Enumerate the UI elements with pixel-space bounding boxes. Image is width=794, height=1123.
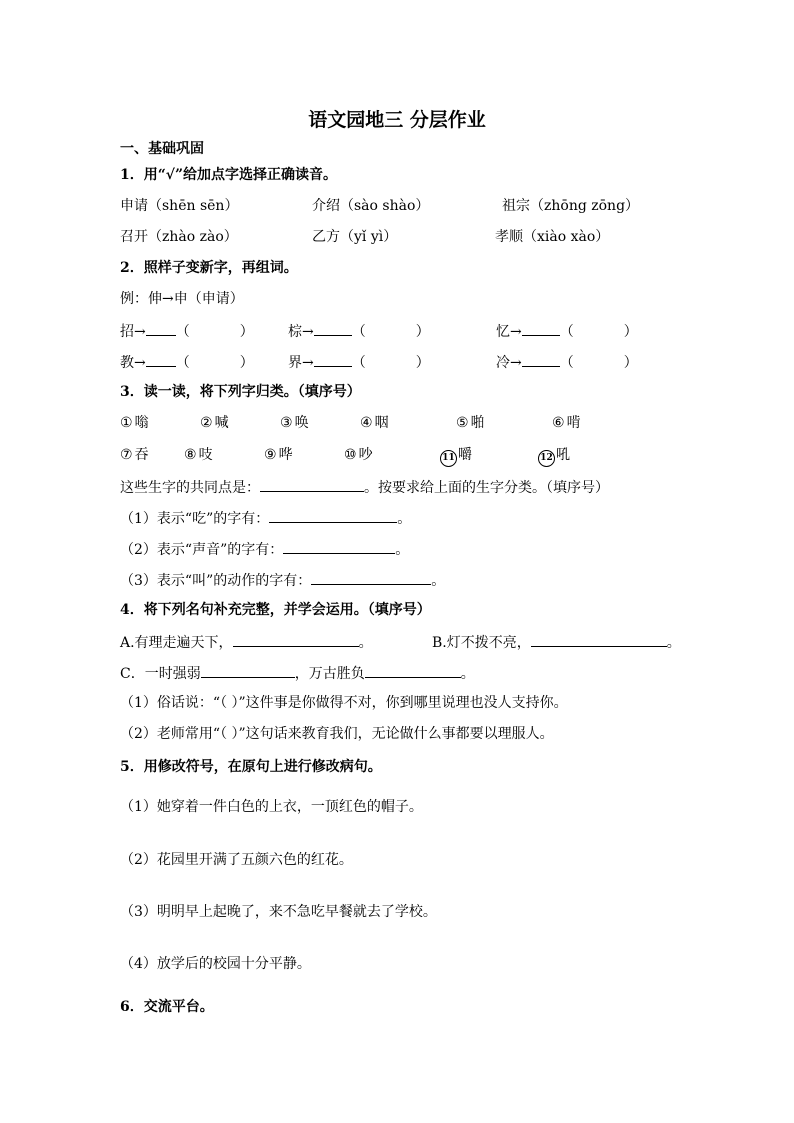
q4-sentence: （2）老师常用“（ ）”这句话来教育我们，无论做什么事都要以理服人。: [120, 726, 554, 742]
answer-blank[interactable]: [146, 321, 176, 336]
answer-blank[interactable]: [365, 663, 461, 678]
q1-item: 介绍（sào shào）: [312, 198, 430, 214]
q3-char: ③ 唤: [280, 415, 309, 431]
q3-char: 12 吼: [538, 446, 570, 467]
q4-option-b: B.灯不拨不亮， 。: [432, 632, 681, 652]
q3-char: ⑨ 哗: [264, 447, 293, 463]
answer-blank[interactable]: [531, 632, 667, 647]
q3-char: ⑤ 啪: [456, 415, 485, 431]
section-heading: 一、基础巩固: [120, 141, 204, 157]
q5-item: （3）明明早上起晚了，来不急吃早餐就去了学校。: [120, 904, 437, 920]
q2-stem: 2．照样子变新字，再组词。: [120, 260, 298, 276]
q2-item: 招→ （ ）: [120, 321, 254, 341]
q1-item: 申请（shēn sēn）: [120, 198, 239, 214]
answer-blank[interactable]: [233, 632, 359, 647]
answer-blank[interactable]: [260, 477, 364, 492]
q1-item: 召开（zhào zào）: [120, 229, 238, 245]
q5-stem: 5．用修改符号，在原句上进行修改病句。: [120, 759, 382, 775]
answer-blank[interactable]: [283, 539, 395, 554]
q3-char: ⑦ 吞: [120, 447, 149, 463]
answer-blank[interactable]: [146, 352, 176, 367]
q4-option-c: C．一时强弱 ，万古胜负 。: [120, 663, 475, 683]
q3-char: 11 嚼: [440, 446, 472, 467]
q1-item: 祖宗（zhōng zōng）: [502, 198, 640, 214]
q3-char: ② 喊: [200, 415, 229, 431]
answer-blank[interactable]: [522, 321, 560, 336]
answer-blank[interactable]: [314, 352, 352, 367]
q1-item: 孝顺（xiào xào）: [495, 229, 610, 245]
q5-item: （1）她穿着一件白色的上衣，一顶红色的帽子。: [120, 799, 423, 815]
answer-blank[interactable]: [522, 352, 560, 367]
answer-blank[interactable]: [314, 321, 352, 336]
answer-blank[interactable]: [269, 508, 397, 523]
q2-item: 忆→ （ ）: [496, 321, 638, 341]
q3-common-line: 这些生字的共同点是： 。按要求给上面的生字分类。（填序号）: [120, 477, 609, 497]
q3-sub: （2）表示“声音”的字有： 。: [120, 539, 409, 559]
q5-item: （4）放学后的校园十分平静。: [120, 956, 311, 972]
q3-sub: （3）表示“叫”的动作的字有： 。: [120, 570, 445, 590]
q3-sub: （1）表示“吃”的字有： 。: [120, 508, 411, 528]
q3-stem: 3．读一读，将下列字归类。（填序号）: [120, 384, 361, 400]
q3-char: ⑩ 吵: [344, 447, 373, 463]
q3-char: ④ 咽: [360, 415, 389, 431]
q2-item: 教→ （ ）: [120, 352, 254, 372]
q2-item: 界→ （ ）: [288, 352, 430, 372]
q3-char: ⑧ 吱: [184, 447, 213, 463]
q2-item: 棕→ （ ）: [288, 321, 430, 341]
page-title: 语文园地三 分层作业: [308, 109, 486, 131]
q5-item: （2）花园里开满了五颜六色的红花。: [120, 852, 353, 868]
q6-stem: 6．交流平台。: [120, 999, 214, 1015]
answer-blank[interactable]: [311, 570, 431, 585]
q3-char: ① 嗡: [120, 415, 149, 431]
answer-blank[interactable]: [201, 663, 295, 678]
q4-sentence: （1）俗话说：“（ ）”这件事是你做得不对，你到哪里说理也没人支持你。: [120, 695, 568, 711]
q1-item: 乙方（yǐ yì）: [312, 229, 398, 245]
q1-stem: 1．用“√”给加点字选择正确读音。: [120, 167, 338, 183]
q2-item: 冷→ （ ）: [496, 352, 638, 372]
q3-char: ⑥ 啃: [552, 415, 581, 431]
q2-example: 例：伸→申（申请）: [120, 291, 244, 307]
q4-option-a: A.有理走遍天下， 。: [120, 632, 373, 652]
q4-stem: 4．将下列名句补充完整，并学会运用。（填序号）: [120, 602, 431, 618]
